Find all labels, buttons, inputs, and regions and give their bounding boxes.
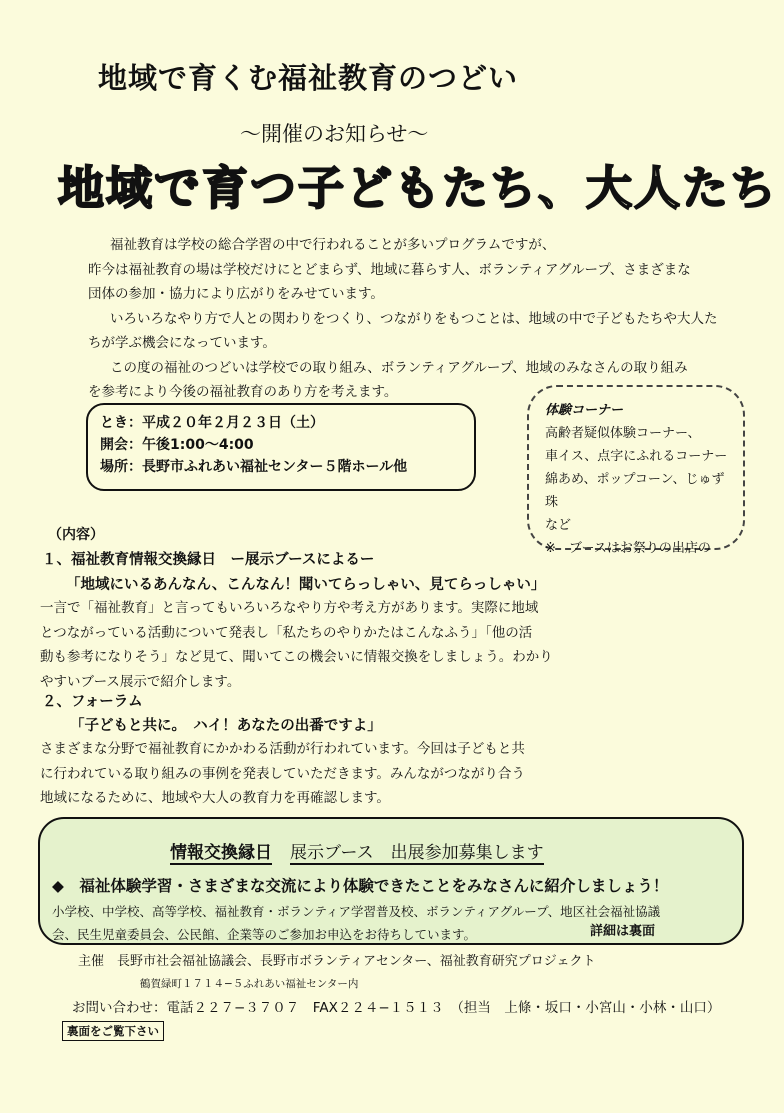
recruit-lead: ◆ 福祉体験学習・さまざまな交流により体験できたことをみなさんに紹介しましょう！ — [52, 877, 669, 895]
flyer-title: 地域で育くむ福祉教育のつどい — [98, 61, 519, 95]
see-back-label: 裏面をご覧下さい — [62, 1021, 164, 1041]
intro-line: 福祉教育は学校の総合学習の中で行われることが多いプログラムですが、 — [110, 237, 556, 253]
flyer-headline: 地域で育つ子どもたち、大人たち — [58, 161, 778, 215]
intro-line: を参考により今後の福祉教育のあり方を考えます。 — [88, 384, 398, 400]
recruit-title — [170, 838, 544, 863]
section2-line: に行われている取り組みの事例を発表していただきます。みんながつながり合う — [40, 765, 525, 782]
flyer-subtitle: 〜開催のお知らせ〜 — [240, 122, 429, 146]
section1-quote: 「地域にいるあんなん、こんなん！聞いてらっしゃい、見てらっしゃい」 — [66, 577, 546, 593]
sponsor-line: 主催 長野市社会福祉協議会、長野市ボランティアセンター、福祉教育研究プロジェクト — [78, 954, 596, 969]
section1-heading: １、福祉教育情報交換縁日 ー展示ブースによるー — [42, 552, 375, 568]
intro-line: ちが学ぶ機会になっています。 — [88, 335, 276, 351]
experience-note: ※ ブースはお祭りの出店の — [545, 541, 711, 556]
recruit-body — [52, 900, 660, 946]
contact-line: お問い合わせ：電話２２７−３７０７ FAX２２４−１５１３ （担当 上條・坂口・小宮山・小林・山口） — [72, 1000, 721, 1016]
intro-line: いろいろなやり方で人との関わりをつくり、つながりをもつことは、地域の中で子どもたちや大人た — [110, 310, 718, 327]
details-note: 詳細は裏面 — [590, 924, 656, 939]
section2-line: 地域になるために、地域や大人の教育力を再確認します。 — [40, 790, 390, 806]
content-label: （内容） — [48, 527, 104, 543]
intro-line: 団体の参加・協力により広がりをみせています。 — [88, 286, 384, 302]
experience-line: 車イス、点字にふれるコーナー — [545, 449, 728, 464]
experience-line: 綿あめ、ポップコーン、じゅず珠 — [545, 472, 725, 510]
section1-line: 一言で「福祉教育」と言ってもいろいろなやり方や考え方があります。実際に地域 — [40, 600, 539, 616]
section1-line: やすいブース展示で紹介します。 — [40, 673, 241, 690]
recruit-line: 小学校、中学校、高等学校、福祉教育・ボランティア学習普及校、ボランティアグループ、地区社会福祉協議 — [52, 904, 661, 919]
section2-body — [40, 737, 525, 811]
section1-line: とつながっている活動について発表し「私たちのやりかたはこんなふう」「他の活 — [40, 624, 533, 641]
intro-text — [88, 233, 718, 405]
experience-line: など — [545, 518, 572, 533]
section2-heading: ２、フォーラム — [42, 694, 143, 710]
intro-line: 昨今は福祉教育の場は学校だけにとどまらず、地域に暮らす人、ボランティアグループ、さまざまな — [88, 261, 691, 278]
intro-line: この度の福祉のつどいは学校での取り組み、ボランティアグループ、地域のみなさんの取り組み — [110, 359, 688, 376]
section1-body — [40, 596, 553, 694]
section2-line: さまざまな分野で福祉教育にかかわる活動が行われています。今回は子どもと共 — [40, 741, 525, 757]
address-line: 鶴賀緑町１７１４−５ふれあい福祉センター内 — [140, 978, 359, 990]
recruit-title-main: 情報交換縁日 — [170, 843, 272, 863]
event-info-box — [86, 403, 476, 491]
recruit-line: 会、民生児童委員会、公民館、企業等のご参加お申込をお待ちしています。 — [52, 927, 477, 942]
event-date: とき：平成２０年２月２３日（土） — [100, 415, 324, 431]
experience-line: 高齢者疑似体験コーナー、 — [545, 426, 701, 441]
recruit-title-sub: 展示ブース 出展参加募集します — [290, 843, 544, 863]
event-time: 開会：午後1:00〜4:00 — [100, 437, 254, 453]
experience-title: 体験コーナー — [545, 403, 624, 418]
experience-corner-box — [527, 385, 745, 556]
section1-line: 動も参考になりそう」など見て、聞いてこの機会いに情報交換をしましょう。わかり — [40, 649, 553, 665]
event-place: 場所：長野市ふれあい福祉センター５階ホール他 — [100, 459, 408, 475]
section2-quote: 「子どもと共に。 ハイ！あなたの出番ですよ」 — [70, 718, 382, 734]
